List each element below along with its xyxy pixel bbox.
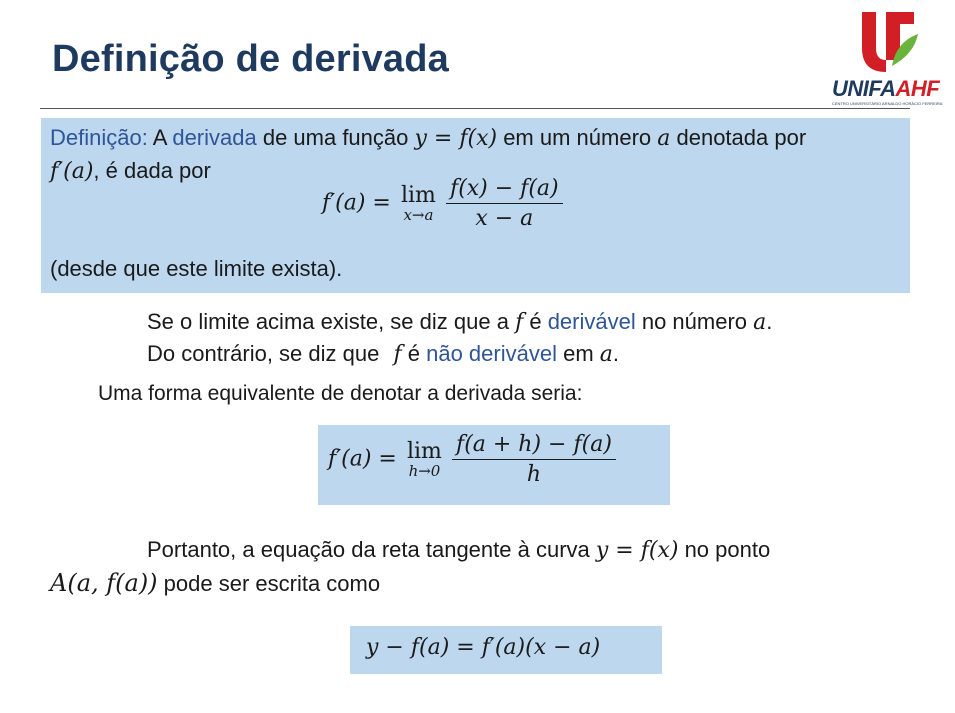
math-y-eq: y = f(x) (595, 538, 679, 563)
fraction (446, 176, 563, 231)
math-f: f (393, 342, 402, 367)
text: no número (635, 309, 754, 334)
text: é (401, 341, 427, 366)
denominator: h (526, 462, 542, 487)
definition-label: Definição: (50, 125, 148, 150)
text: Portanto, a equação da reta tangente à curva (147, 537, 596, 562)
denominator: x − a (475, 206, 534, 231)
derivavel-term: derivável (547, 309, 636, 334)
definition-footer: (desde que este limite exista). (50, 256, 343, 281)
logo-wordmark: UNIFAAHF (832, 76, 940, 101)
lim-text: lim (406, 439, 442, 464)
math-fprime-a: f′(a) (50, 159, 94, 184)
text: . (612, 341, 620, 366)
equivalent-formula (328, 432, 616, 487)
math-a: a (599, 342, 613, 367)
lim-text: lim (400, 183, 436, 208)
para1-line-1 (147, 309, 772, 335)
math-f: f (515, 310, 524, 335)
derivada-term: derivada (172, 125, 257, 150)
definition-line-2 (50, 158, 211, 184)
page-title: Definição de derivada (52, 38, 450, 80)
text: . (766, 309, 773, 334)
text: em (556, 341, 600, 366)
lim-subscript: x→a (403, 206, 434, 224)
numerator: f(a + h) − f(a) (452, 432, 616, 460)
title-divider (40, 108, 910, 109)
formula-lhs: f′(a) = (322, 190, 391, 216)
numerator: f(x) − f(a) (446, 176, 563, 204)
math-a: a (753, 310, 767, 335)
text: no ponto (678, 537, 771, 562)
text: é (523, 309, 548, 334)
math-y-eq: y = f(x) (414, 126, 498, 151)
text: de uma função (256, 125, 415, 150)
tangent-line-1 (147, 537, 770, 563)
math-a: a (657, 126, 671, 151)
logo-emblem-icon (826, 8, 944, 78)
text: denotada por (670, 125, 807, 150)
limit-operator (407, 439, 442, 480)
text: , é dada por (93, 158, 211, 183)
text: pode ser escrita como (157, 571, 381, 596)
nao-derivavel-term: não derivável (426, 341, 557, 366)
definition-line-1 (50, 125, 806, 151)
definition-formula (322, 176, 563, 231)
fraction (452, 432, 616, 487)
logo-subtitle: CENTRO UNIVERSITÁRIO ARNALDO HORÁCIO FERREIRA (832, 101, 943, 106)
unifaahf-logo (826, 8, 944, 108)
text: em um número (497, 125, 658, 150)
equivalent-heading: Uma forma equivalente de denotar a derivada seria: (98, 382, 583, 405)
para1-line-2 (147, 341, 619, 367)
lim-subscript: h→0 (408, 462, 441, 480)
text: A (147, 125, 173, 150)
tangent-line-2 (50, 569, 380, 597)
text: Se o limite acima existe, se diz que a (147, 309, 516, 334)
tangent-formula: y − f(a) = f′(a)(x − a) (366, 635, 601, 660)
limit-operator (401, 183, 436, 224)
formula-lhs: f′(a) = (328, 446, 397, 472)
text: Do contrário, se diz que (147, 341, 386, 366)
math-point: A(a, f(a)) (50, 569, 158, 597)
